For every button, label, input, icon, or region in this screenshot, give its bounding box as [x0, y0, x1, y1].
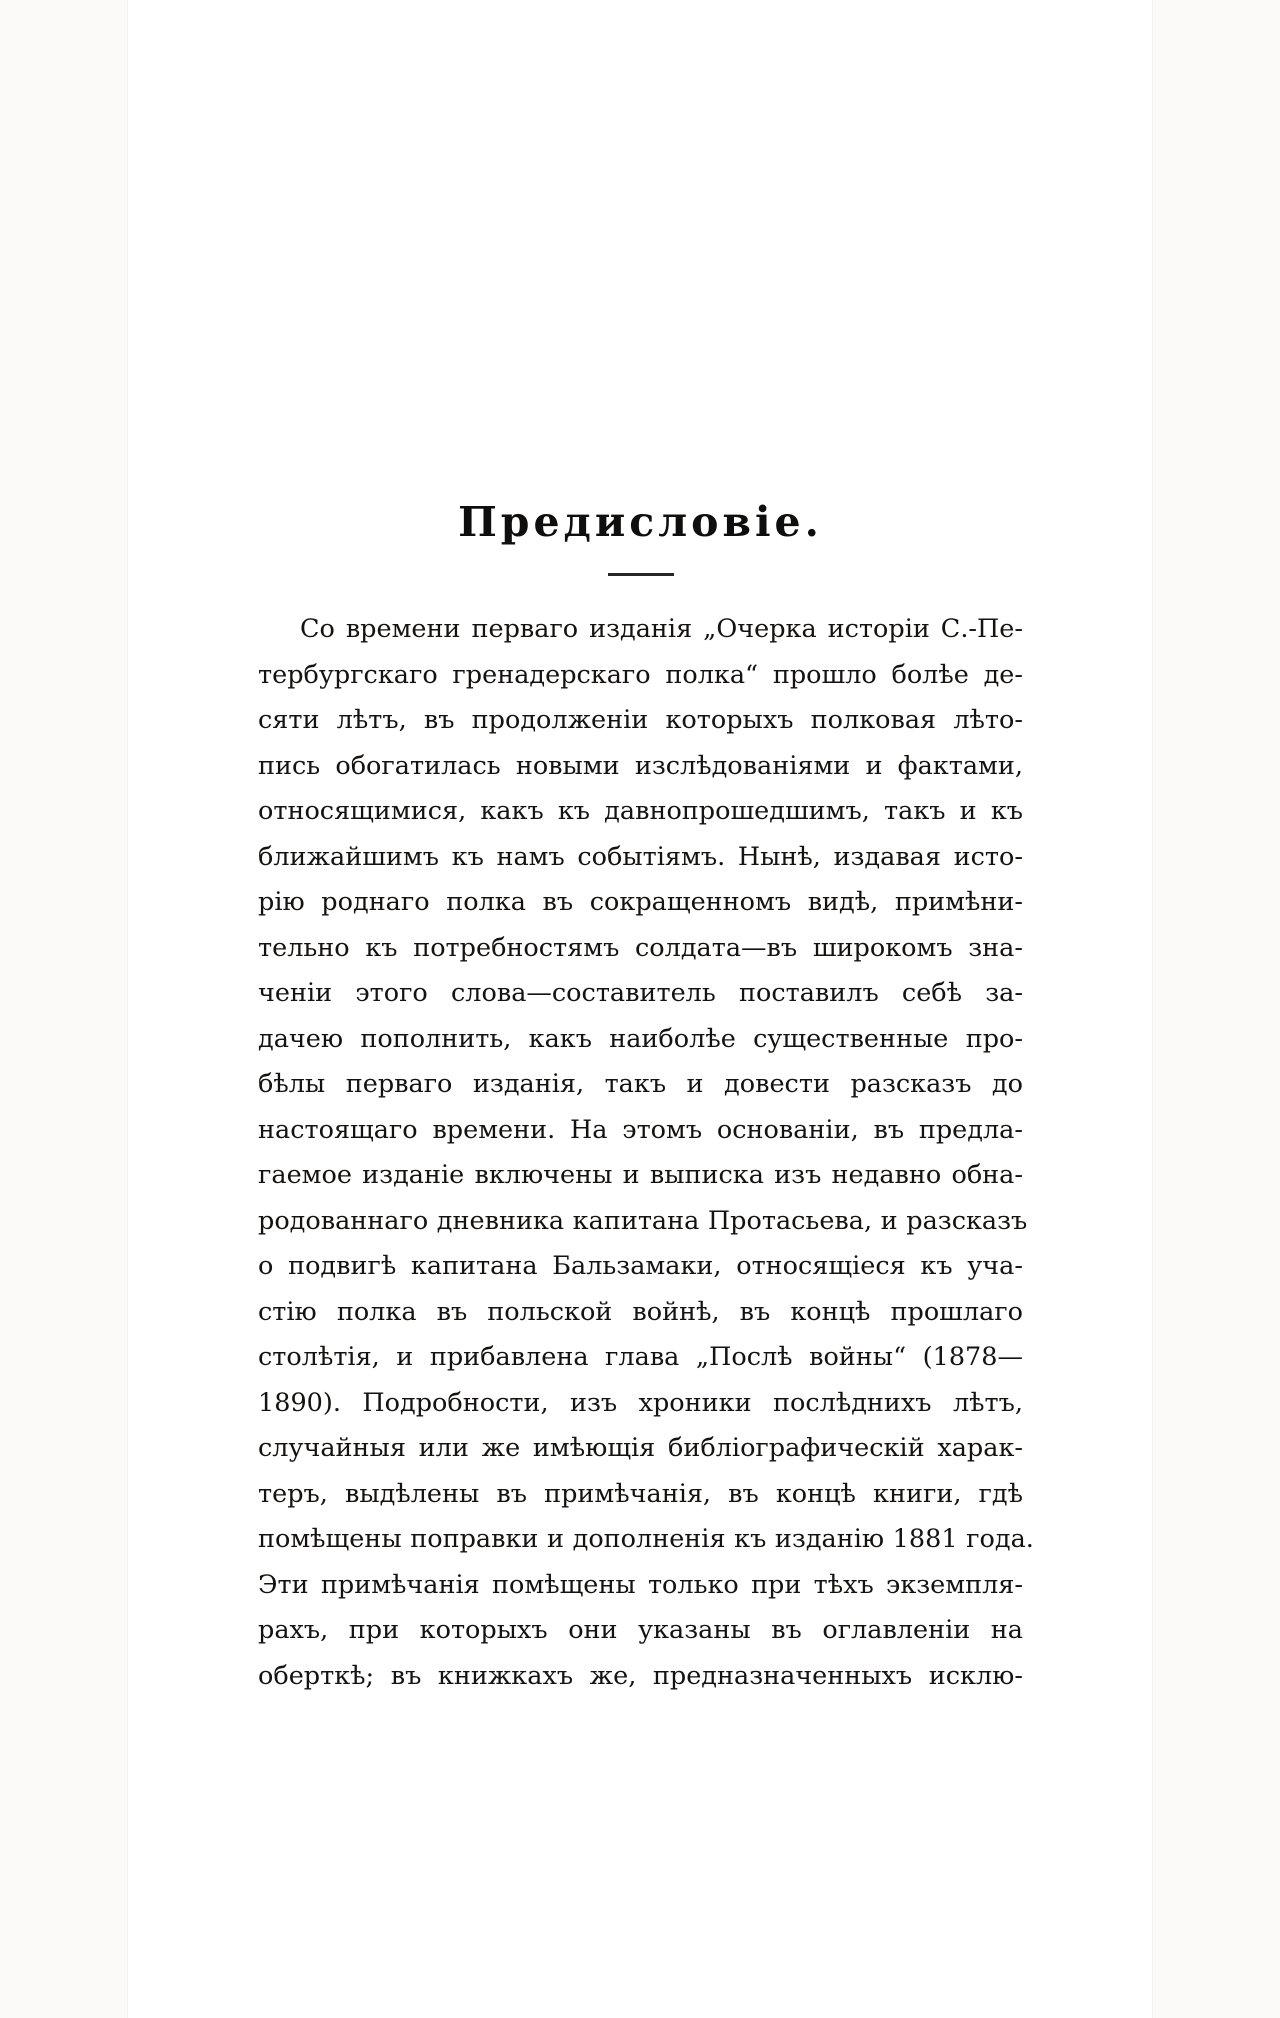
- text-line: относящимися, какъ къ давнопрошедшимъ, такъ и къ: [258, 796, 1023, 827]
- title-divider: [258, 563, 1023, 581]
- text-line: оберткѣ; въ книжкахъ же, предназначенныхъ исклю-: [258, 1660, 1023, 1691]
- text-line: стію полка въ польской войнѣ, въ концѣ прошлаго: [258, 1296, 1023, 1327]
- text-line: столѣтія, и прибавлена глава „Послѣ войны“ (1878—: [258, 1342, 1023, 1373]
- text-line: родованнаго дневника капитана Протасьева, и разсказъ: [258, 1205, 1028, 1236]
- text-line: 1890). Подробности, изъ хроники послѣднихъ лѣтъ,: [258, 1387, 1023, 1418]
- page-title: Предисловіе.: [458, 498, 823, 546]
- text-line: о подвигѣ капитана Бальзамаки, относящіеся къ уча-: [258, 1251, 1023, 1282]
- text-line: Эти примѣчанія помѣщены только при тѣхъ экземпля-: [258, 1569, 1023, 1600]
- text-line: настоящаго времени. На этомъ основаніи, въ предла-: [258, 1114, 1023, 1145]
- text-line: гаемое изданіе включены и выписка изъ недавно обна-: [258, 1160, 1023, 1191]
- text-line: рахъ, при которыхъ они указаны въ оглавленіи на: [258, 1615, 1023, 1646]
- text-line: тербургскаго гренадерскаго полка“ прошло болѣе де-: [258, 659, 1023, 690]
- text-line: [258, 607, 1023, 653]
- text-line: ближайшимъ къ намъ событіямъ. Нынѣ, издавая исто-: [258, 841, 1023, 872]
- text-line: пись обогатилась новыми изслѣдованіями и фактами,: [258, 750, 1023, 781]
- text-line: рію роднаго полка въ сокращенномъ видѣ, примѣни-: [258, 887, 1023, 918]
- text-line: дачею пополнить, какъ наиболѣе существенные про-: [258, 1023, 1023, 1054]
- horizontal-rule-icon: [608, 573, 674, 576]
- text-line: случайныя или же имѣющія библіографическій харак-: [258, 1433, 1023, 1464]
- text-line: бѣлы перваго изданія, такъ и довести разсказъ до: [258, 1069, 1023, 1100]
- text-line: теръ, выдѣлены въ примѣчанія, въ концѣ книги, гдѣ: [258, 1478, 1023, 1509]
- preface-paragraph: [258, 607, 1034, 1699]
- text-line: тельно къ потребностямъ солдата—въ широкомъ зна-: [258, 932, 1023, 963]
- page-surface: [128, 0, 1152, 2018]
- text-line: сяти лѣтъ, въ продолженіи которыхъ полковая лѣто-: [258, 705, 1023, 736]
- page-content: [258, 498, 1034, 1699]
- text-line-content: Со времени перваго изданія „Очерка исторіи С.-Пе-: [300, 614, 1023, 645]
- text-line: помѣщены поправки и дополненія къ изданію 1881 года.: [258, 1524, 1034, 1555]
- text-line: ченіи этого слова—составитель поставилъ себѣ за-: [258, 978, 1023, 1009]
